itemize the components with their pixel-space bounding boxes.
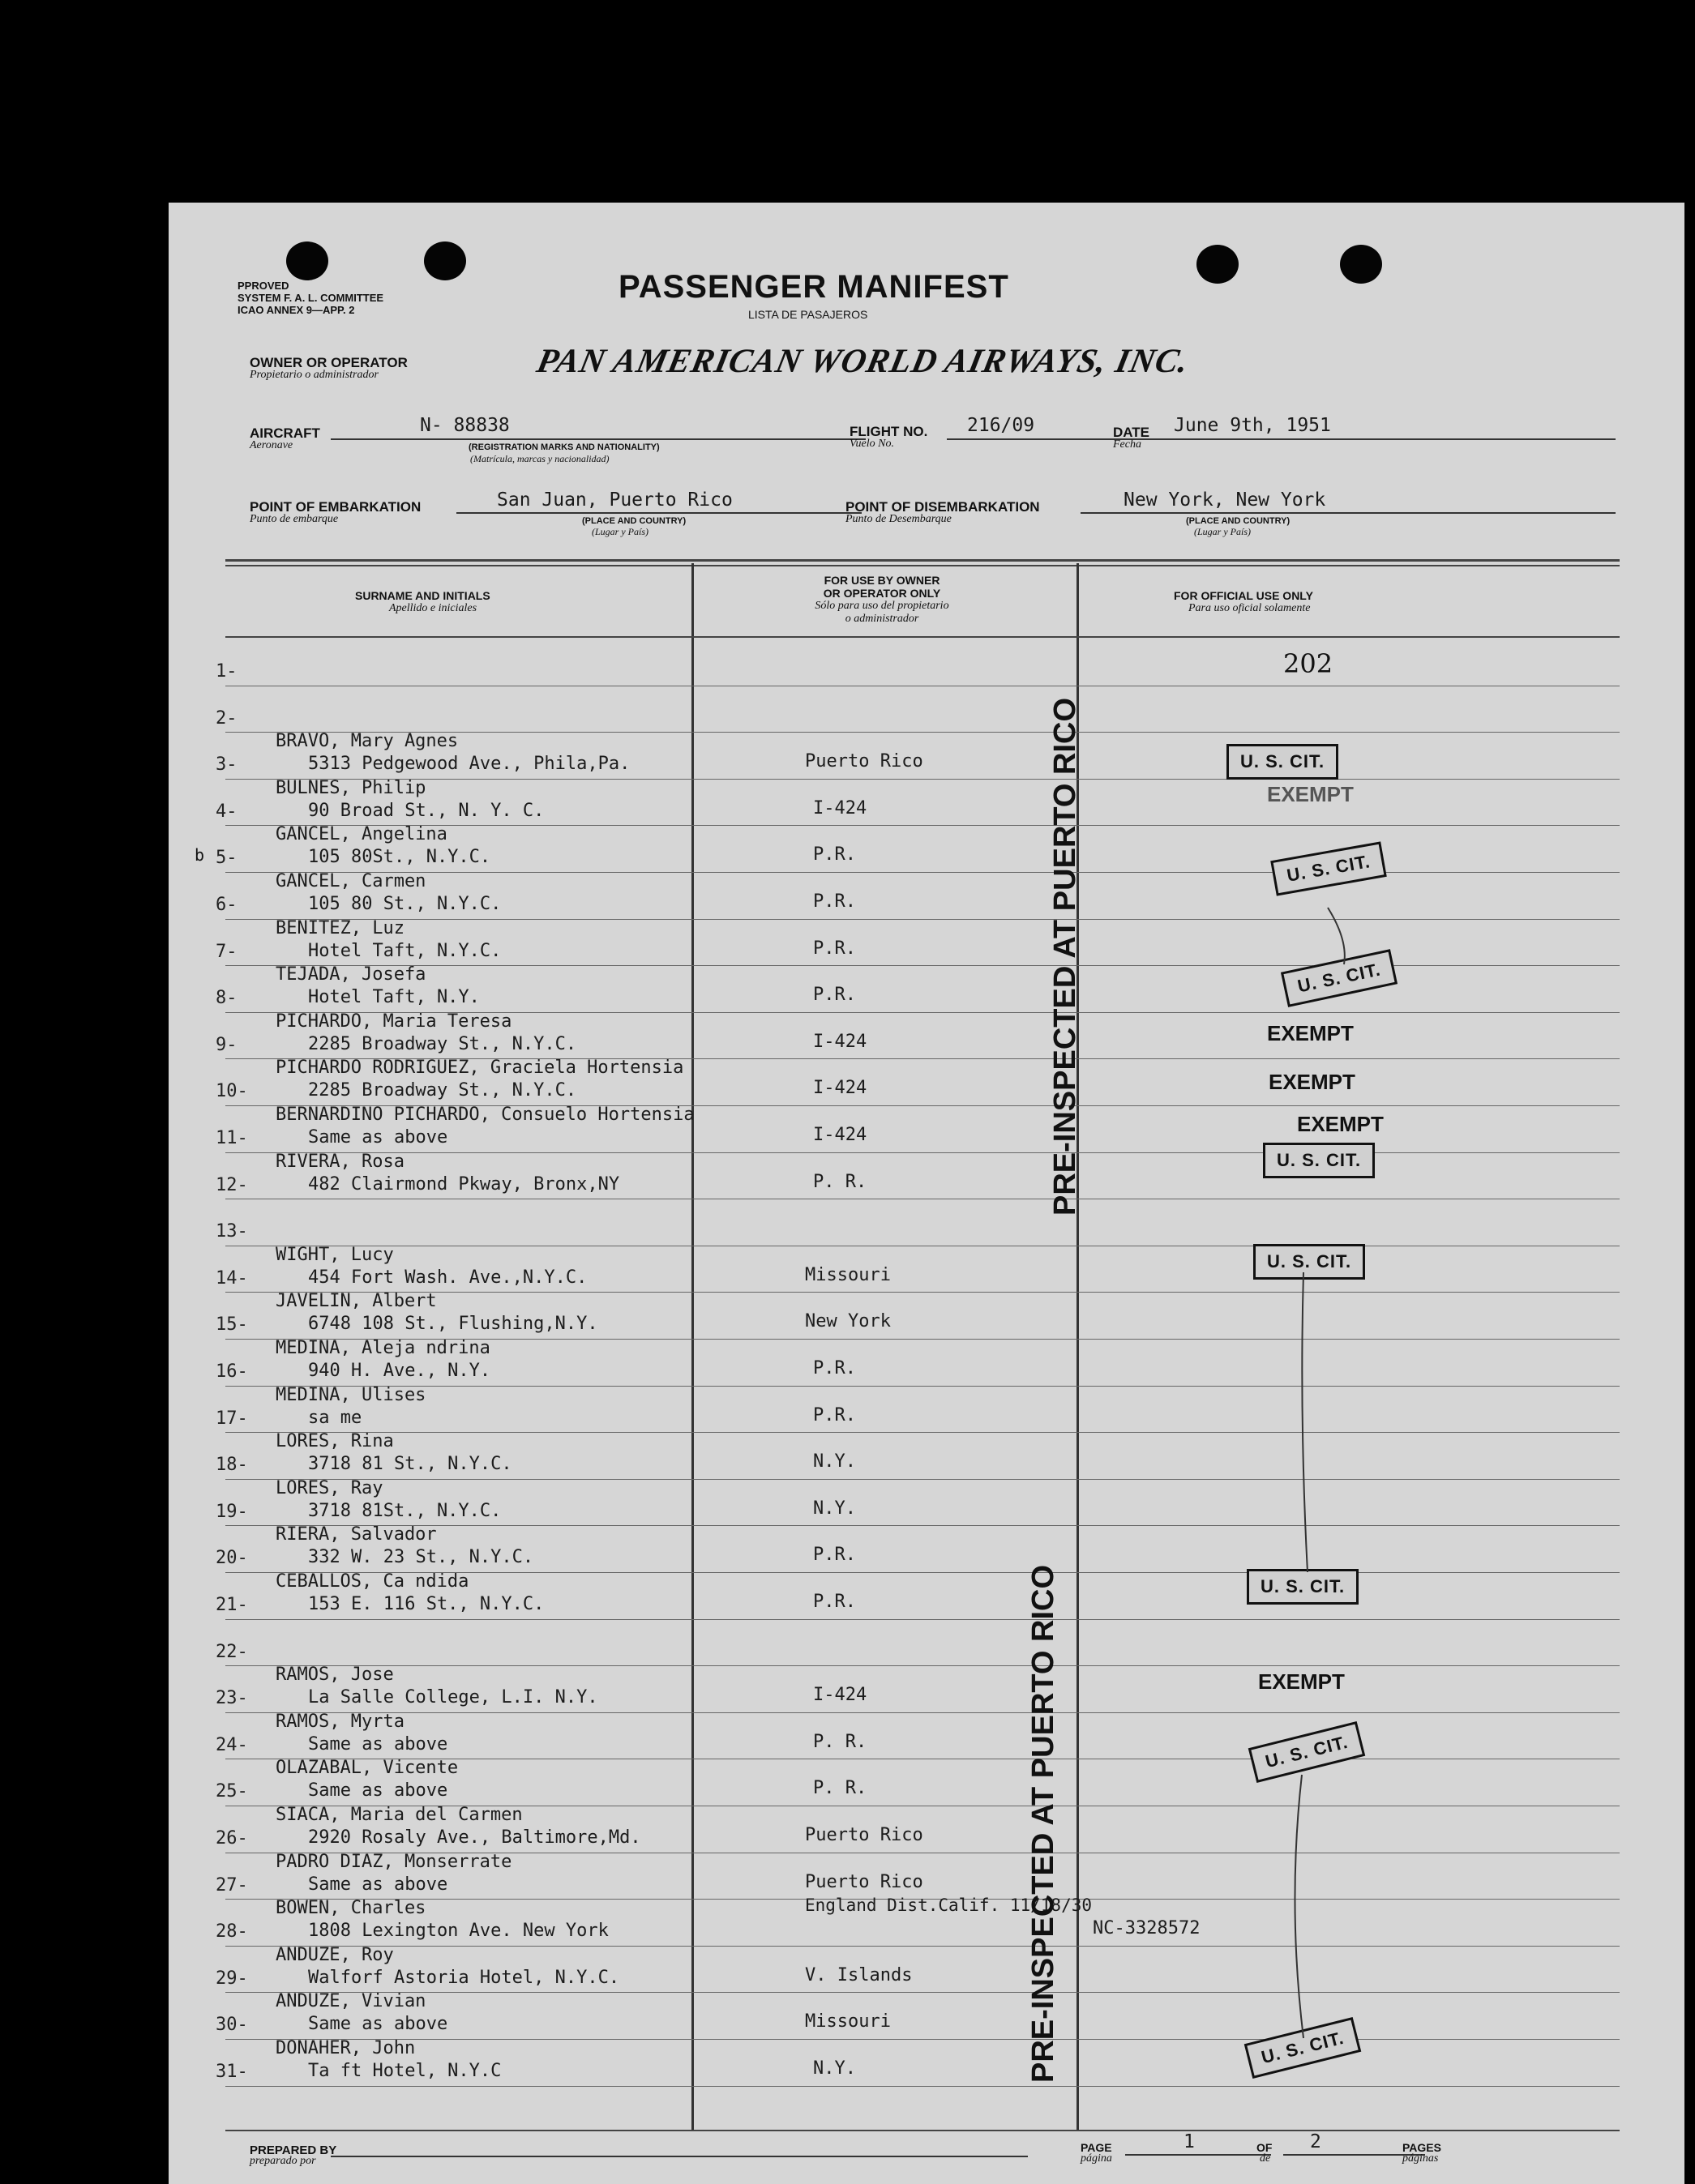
flight-value: 216/09 <box>967 415 1035 436</box>
row-number: 13- <box>216 1221 248 1242</box>
passenger-address: 153 E. 116 St., N.Y.C. <box>308 1594 545 1614</box>
passenger-name: RAMOS, Jose <box>276 1665 394 1686</box>
owner-use-entry: P.R. <box>813 1545 856 1566</box>
passenger-name: LORES, Rina <box>276 1431 394 1452</box>
passenger-name: BENITEZ, Luz <box>276 917 404 938</box>
page-label-es: página <box>1081 2152 1112 2165</box>
row-number: 22- <box>216 1641 248 1662</box>
us-cit-stamp: U. S. CIT. <box>1248 1721 1366 1783</box>
passenger-name: PICHARDO RODRIGUEZ, Graciela Hortensia <box>276 1058 684 1079</box>
owner-use-entry: P.R. <box>813 1592 856 1612</box>
aircraft-caption-es: (Matrícula, marcas y nacionalidad) <box>470 453 610 464</box>
row-number: 14- <box>216 1267 248 1289</box>
exempt-stamp: EXEMPT <box>1258 1669 1345 1694</box>
page-line <box>1125 2154 1271 2156</box>
row-number: 20- <box>216 1548 248 1569</box>
passenger-address: 1808 Lexington Ave. New York <box>308 1921 609 1942</box>
us-cit-stamp: U. S. CIT. <box>1263 1143 1375 1178</box>
passenger-address: Same as above <box>308 1127 448 1148</box>
passenger-address: 3718 81St., N.Y.C. <box>308 1500 502 1521</box>
passenger-address: La Salle College, L.I. N.Y. <box>308 1687 598 1708</box>
approval-line: ICAO ANNEX 9—APP. 2 <box>238 304 355 316</box>
row-number: 5- <box>216 848 238 869</box>
row-number: 12- <box>216 1174 248 1195</box>
passenger-address: 2285 Broadway St., N.Y.C. <box>308 1033 577 1054</box>
owner-use-entry: P. R. <box>813 1731 867 1752</box>
row-number: 7- <box>216 941 238 962</box>
owner-use-entry: I-424 <box>813 1125 867 1145</box>
passenger-address: 105 80 St., N.Y.C. <box>308 894 502 914</box>
owner-use-entry: Puerto Rico <box>805 1871 923 1892</box>
passenger-name: TEJADA, Josefa <box>276 964 426 985</box>
row-number: 31- <box>216 2062 248 2082</box>
row-number: 27- <box>216 1874 248 1896</box>
passenger-name: PADRO DIAZ, Monserrate <box>276 1851 512 1872</box>
arrow-line <box>1302 1272 1308 1572</box>
owner-use-line-es: o administrador <box>845 613 919 625</box>
owner-use-entry: Missouri <box>805 2011 891 2032</box>
owner-use-entry: New York <box>805 1311 891 1332</box>
passenger-name: BULNES, Philip <box>276 777 426 798</box>
pre-inspected-stamp: PRE-INSPECTED AT PUERTO RICO <box>1048 697 1082 1216</box>
passenger-name: CEBALLOS, Ca ndida <box>276 1571 469 1592</box>
pages-label-es: páginas <box>1402 2152 1439 2165</box>
page-number: 1 <box>1184 2131 1195 2152</box>
page-title-es: LISTA DE PASAJEROS <box>748 308 868 321</box>
date-label: DATE <box>1113 425 1150 440</box>
passenger-name: ANDUZE, Roy <box>276 1944 394 1965</box>
flight-label: FLIGHT NO. <box>850 424 928 439</box>
row-number: 28- <box>216 1921 248 1943</box>
exempt-stamp: EXEMPT <box>1269 1070 1355 1094</box>
embark-caption-es: (Lugar y País) <box>592 526 648 537</box>
us-cit-stamp: U. S. CIT. <box>1244 2017 1362 2079</box>
prepared-by-label: PREPARED BY <box>250 2143 337 2157</box>
passenger-name: MEDINA, Ulises <box>276 1384 426 1405</box>
owner-use-entry: P.R. <box>813 1358 856 1378</box>
owner-use-entry: Puerto Rico <box>805 1825 923 1845</box>
passenger-address: 940 H. Ave., N.Y. <box>308 1361 491 1381</box>
passenger-address: Same as above <box>308 1874 448 1895</box>
passenger-name: GANCEL, Carmen <box>276 871 426 891</box>
passenger-address: 90 Broad St., N. Y. C. <box>308 800 545 821</box>
surname-header-es: Apellido e iniciales <box>389 602 477 614</box>
row-number: 25- <box>216 1781 248 1802</box>
passenger-name: RIERA, Salvador <box>276 1524 437 1545</box>
owner-label: OWNER OR OPERATOR <box>250 355 408 370</box>
arrow-line <box>1328 908 1345 964</box>
date-label-es: Fecha <box>1113 438 1141 451</box>
owner-use-entry: N.Y. <box>813 1498 856 1519</box>
row-number: 3- <box>216 754 238 776</box>
passenger-address: 105 80St., N.Y.C. <box>308 847 491 868</box>
row-number: 17- <box>216 1408 248 1429</box>
page-label: PAGE <box>1081 2141 1112 2154</box>
owner-use-entry: Puerto Rico <box>805 751 923 772</box>
passenger-name: DONAHER, John <box>276 2038 416 2058</box>
passenger-name: LORES, Ray <box>276 1477 383 1498</box>
passenger-address: Hotel Taft, N.Y. <box>308 987 480 1008</box>
owner-use-entry: V. Islands <box>805 1964 913 1985</box>
handwritten-arrows <box>169 203 1684 2184</box>
row-number: 9- <box>216 1034 238 1055</box>
passenger-name: MEDINA, Aleja ndrina <box>276 1338 490 1358</box>
passenger-name: OLAZABAL, Vicente <box>276 1758 459 1779</box>
arrow-line <box>1295 1775 1303 2038</box>
passenger-address: Same as above <box>308 1733 448 1754</box>
row-number: 29- <box>216 1968 248 1989</box>
approval-line: SYSTEM F. A. L. COMMITTEE <box>238 292 384 304</box>
passenger-address: Hotel Taft, N.Y.C. <box>308 940 502 961</box>
passenger-address: 454 Fort Wash. Ave.,N.Y.C. <box>308 1267 588 1288</box>
owner-use-entry: P.R. <box>813 891 856 912</box>
passenger-name: PICHARDO, Maria Teresa <box>276 1011 512 1032</box>
aircraft-label: AIRCRAFT <box>250 425 320 441</box>
embark-caption: (PLACE AND COUNTRY) <box>582 516 687 526</box>
embark-label: POINT OF EMBARKATION <box>250 499 422 515</box>
owner-use-line-es: Sólo para uso del propietario <box>815 600 949 612</box>
row-number: 18- <box>216 1455 248 1476</box>
owner-label-es: Propietario o administrador <box>250 369 379 381</box>
passenger-address: 3718 81 St., N.Y.C. <box>308 1454 512 1475</box>
passenger-address: 2920 Rosaly Ave., Baltimore,Md. <box>308 1827 641 1848</box>
exempt-stamp: EXEMPT <box>1297 1112 1384 1136</box>
passenger-address: 6748 108 St., Flushing,N.Y. <box>308 1314 598 1335</box>
owner-use-entry: I-424 <box>813 797 867 818</box>
owner-use-entry: I-424 <box>813 1685 867 1706</box>
row-number: 1- <box>216 661 238 682</box>
of-label: OF <box>1256 2141 1273 2154</box>
aircraft-caption: (REGISTRATION MARKS AND NATIONALITY) <box>469 442 660 452</box>
approval-line: PPROVED <box>238 280 289 292</box>
pages-label: PAGES <box>1402 2141 1441 2154</box>
owner-use-entry: P.R. <box>813 1404 856 1425</box>
owner-use-line: FOR USE BY OWNER <box>824 574 940 587</box>
passenger-name: BOWEN, Charles <box>276 1898 426 1919</box>
of-label-es: de <box>1260 2152 1271 2165</box>
prepared-by-line <box>331 2156 1028 2157</box>
us-cit-stamp: U. S. CIT. <box>1281 949 1398 1007</box>
owner-use-entry-secondary: NC-3328572 <box>1093 1918 1201 1939</box>
row-number: 8- <box>216 988 238 1009</box>
total-pages: 2 <box>1310 2131 1321 2152</box>
owner-use-entry: P.R. <box>813 985 856 1006</box>
us-cit-stamp: U. S. CIT. <box>1226 744 1338 780</box>
pre-inspected-stamp: PRE-INSPECTED AT PUERTO RICO <box>1026 1564 1060 2083</box>
owner-use-line: OR OPERATOR ONLY <box>823 587 941 600</box>
owner-use-entry: I-424 <box>813 1078 867 1099</box>
passenger-address: 5313 Pedgewood Ave., Phila,Pa. <box>308 754 631 775</box>
passenger-name: JAVELIN, Albert <box>276 1291 437 1312</box>
disembark-label-es: Punto de Desembarque <box>845 513 952 525</box>
passenger-address: Ta ft Hotel, N.Y.C <box>308 2061 502 2081</box>
owner-use-entry: N.Y. <box>813 1451 856 1472</box>
owner-use-entry: P. R. <box>813 1171 867 1192</box>
disembark-value: New York, New York <box>1124 489 1326 511</box>
row-number: 4- <box>216 801 238 822</box>
us-cit-stamp: U. S. CIT. <box>1253 1244 1365 1280</box>
row-number: 2- <box>216 707 238 729</box>
row-number: 16- <box>216 1361 248 1382</box>
passenger-name: GANCEL, Angelina <box>276 824 447 845</box>
row-number: 21- <box>216 1595 248 1615</box>
flight-label-es: Vuelo No. <box>850 438 894 450</box>
row-number: 11- <box>216 1128 248 1148</box>
owner-use-entry: N.Y. <box>813 2058 856 2079</box>
row-number: 19- <box>216 1501 248 1522</box>
margin-mark: b <box>195 845 205 865</box>
row-number: 23- <box>216 1688 248 1709</box>
passenger-address: Same as above <box>308 1780 448 1801</box>
passenger-name: ANDUZE, Vivian <box>276 1991 426 2012</box>
owner-use-entry: P.R. <box>813 844 856 865</box>
passenger-address: 332 W. 23 St., N.Y.C. <box>308 1547 534 1568</box>
owner-use-entry: I-424 <box>813 1031 867 1052</box>
surname-header: SURNAME AND INITIALS <box>355 589 490 602</box>
passenger-name: SIACA, Maria del Carmen <box>276 1805 523 1825</box>
passenger-address: 2285 Broadway St., N.Y.C. <box>308 1080 577 1101</box>
us-cit-stamp: U. S. CIT. <box>1247 1569 1359 1605</box>
passenger-name: WIGHT, Lucy <box>276 1244 394 1265</box>
disembark-label: POINT OF DISEMBARKATION <box>845 499 1040 515</box>
owner-use-entry: P.R. <box>813 938 856 959</box>
passenger-name: BERNARDINO PICHARDO, Consuelo Hortensia <box>276 1105 695 1125</box>
row-number: 10- <box>216 1081 248 1102</box>
prepared-by-label-es: preparado por <box>250 2155 316 2167</box>
disembark-caption: (PLACE AND COUNTRY) <box>1186 516 1291 526</box>
owner-value: PAN AMERICAN WORLD AIRWAYS, INC. <box>533 343 1192 380</box>
official-header: FOR OFFICIAL USE ONLY <box>1174 589 1313 602</box>
exempt-stamp: EXEMPT <box>1267 1021 1354 1045</box>
official-header-es: Para uso oficial solamente <box>1188 602 1311 614</box>
owner-use-entry: England Dist.Calif. 11/18/30 <box>805 1896 1093 1916</box>
passenger-address: 482 Clairmond Pkway, Bronx,NY <box>308 1173 620 1195</box>
passenger-address: Same as above <box>308 2014 448 2035</box>
row-number: 15- <box>216 1314 248 1336</box>
aircraft-value: N- 88838 <box>420 415 510 436</box>
embark-value: San Juan, Puerto Rico <box>497 489 733 511</box>
row-number: 24- <box>216 1734 248 1755</box>
page-title: PASSENGER MANIFEST <box>619 269 1009 305</box>
row-number: 6- <box>216 895 238 915</box>
owner-use-entry: P. R. <box>813 1778 867 1799</box>
manifest-sheet <box>169 203 1684 2184</box>
aircraft-label-es: Aeronave <box>250 439 293 451</box>
embark-label-es: Punto de embarque <box>250 513 339 525</box>
row-number: 30- <box>216 2015 248 2036</box>
row-number: 26- <box>216 1828 248 1848</box>
exempt-stamp: EXEMPT <box>1267 782 1354 806</box>
passenger-name: BRAVO, Mary Agnes <box>276 731 459 752</box>
owner-use-entry: Missouri <box>805 1264 891 1285</box>
date-value: June 9th, 1951 <box>1174 415 1331 436</box>
footer-rule <box>225 2130 1620 2131</box>
passenger-address: sa me <box>308 1407 362 1428</box>
passenger-name: RAMOS, Myrta <box>276 1711 404 1732</box>
passenger-address: Walforf Astoria Hotel, N.Y.C. <box>308 1967 620 1988</box>
us-cit-stamp: U. S. CIT. <box>1270 841 1387 895</box>
passenger-name: RIVERA, Rosa <box>276 1151 404 1172</box>
disembark-caption-es: (Lugar y País) <box>1194 526 1251 537</box>
official-number: 202 <box>1283 648 1333 679</box>
